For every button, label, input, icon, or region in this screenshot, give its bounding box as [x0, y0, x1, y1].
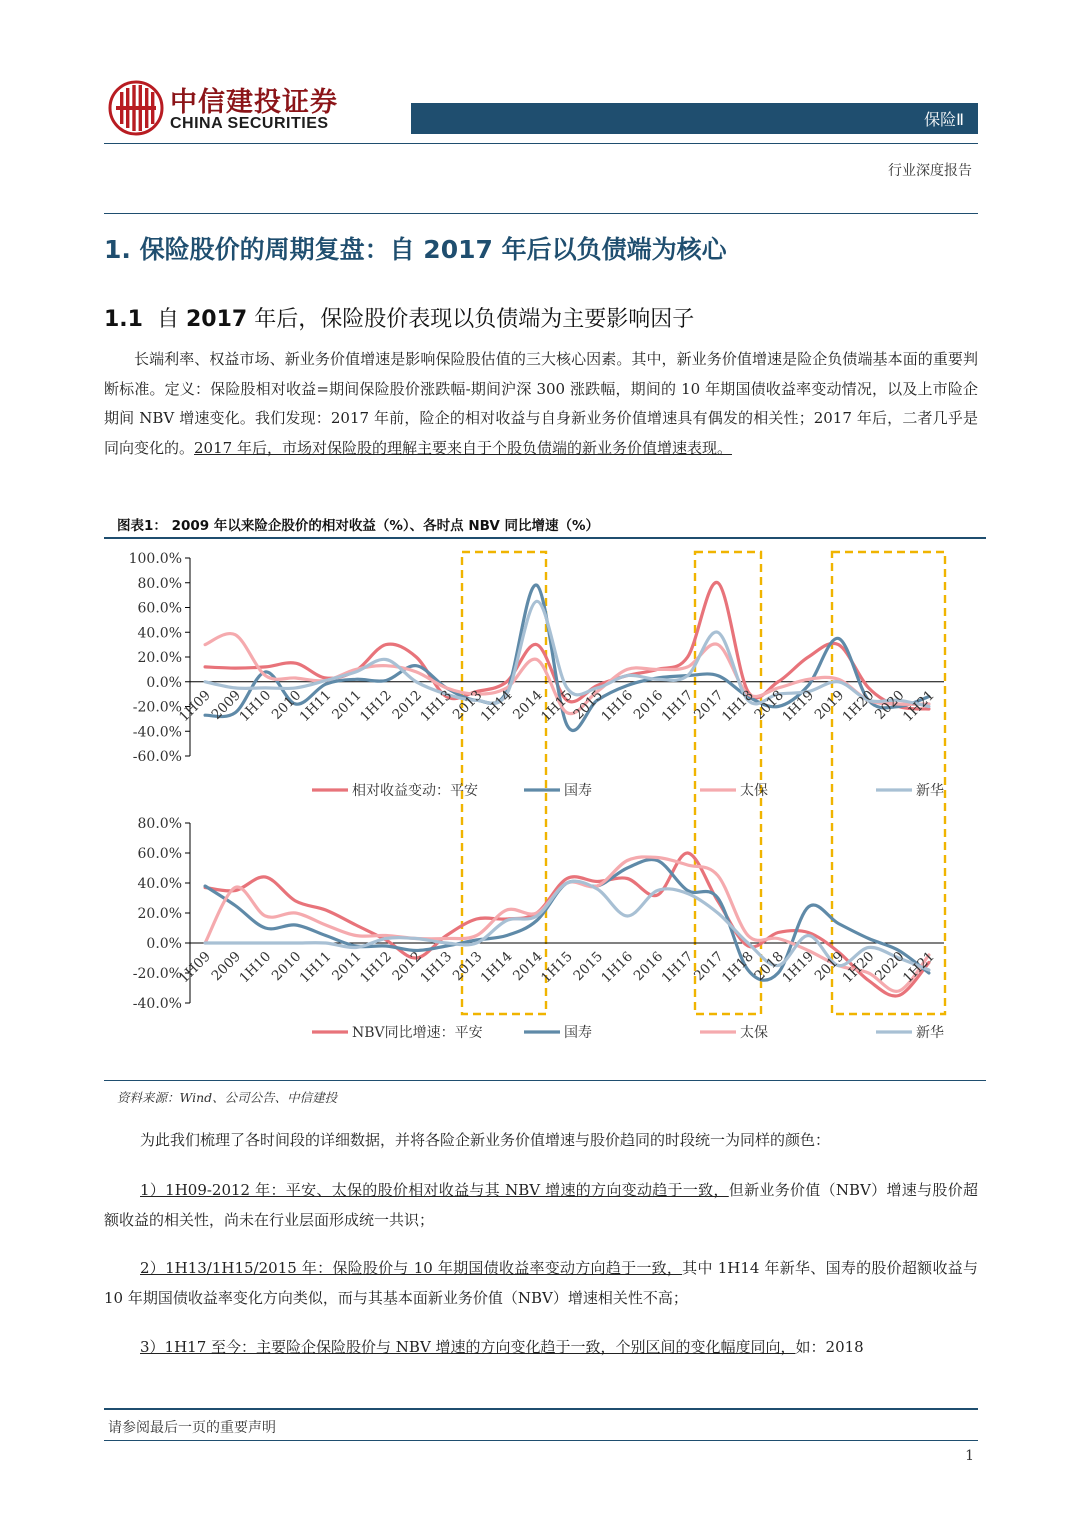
chart1-ytick-label: 60.0% [137, 600, 182, 617]
body-point-1 [104, 1176, 978, 1235]
chart2-xtick-label: 1H16 [598, 948, 637, 987]
chart1-xtick-label: 2020 [871, 687, 908, 723]
chart2-xtick-label: 2009 [208, 948, 245, 985]
chart1-ytick-label: 80.0% [137, 575, 182, 592]
chart1-xtick-label: 1H21 [899, 687, 938, 726]
chart2-legend-label: 国寿 [564, 1025, 592, 1041]
chart1-xtick-label: 2010 [268, 687, 305, 723]
report-type: 行业深度报告 [888, 163, 972, 179]
chart1-xtick-label: 2017 [691, 687, 727, 723]
chart2-ytick-label: 80.0% [137, 816, 182, 832]
chart1-legend-label: 新华 [916, 783, 944, 799]
chart1-ytick-label: -20.0% [132, 699, 182, 716]
subsection-year: 2017 [186, 307, 248, 332]
footer-rule-2 [104, 1440, 978, 1441]
charts-area [104, 540, 986, 1080]
intro-underlined: 2017 年后，市场对保险股的理解主要来自于个股负债端的新业务价值增速表现。 [194, 438, 732, 457]
chart1-xtick-label: 2009 [208, 687, 245, 723]
chart2-xtick-label: 2011 [329, 948, 365, 985]
section-title: 1. 保险股价的周期复盘：自 2017 年后以负债端为核心 [104, 235, 727, 264]
chart1-xtick-label: 2013 [449, 687, 486, 723]
chart1-xtick-label: 1H09 [176, 687, 214, 726]
point-2-underlined: 2）1H13/1H15/2015 年：保险股价与 10 年期国债收益率变动方向趋于一致， [140, 1259, 683, 1277]
chart1-xtick-label: 1H17 [658, 687, 697, 726]
footer-disclaimer: 请参阅最后一页的重要声明 [108, 1420, 276, 1436]
body-lead: 为此我们梳理了各时间段的详细数据，并将各险企新业务价值增速与股价趋同的时段统一为同样的颜色： [140, 1131, 831, 1149]
body-point-3 [104, 1333, 978, 1363]
subsection-num: 1.1 [104, 307, 143, 332]
point-1-underlined: 1）1H09-2012 年：平安、太保的股价相对收益与其 NBV 增速的方向变动趋于一致， [140, 1181, 729, 1199]
chart2-ytick-label: -40.0% [132, 996, 182, 1012]
chart1-xtick-label: 2014 [510, 687, 546, 723]
body-point-2 [104, 1254, 978, 1313]
point-1-rest: 但新业务价值（NBV）增速与股价超额收益的相关性，尚未在行业层面形成统一共识； [104, 1181, 978, 1229]
figure-top-rule [104, 537, 986, 539]
chart2-legend-label: 新华 [916, 1025, 944, 1041]
figure-title: 图表1： 2009 年以来险企股价的相对收益（%）、各时点 NBV 同比增速（%） [117, 518, 600, 534]
chart1-ytick-label: -60.0% [132, 749, 182, 765]
chart2-xtick-label: 2015 [570, 948, 606, 985]
chart2-xtick-label: 1H13 [417, 948, 456, 987]
chart1-xtick-label: 2015 [570, 687, 606, 723]
chart1-ytick-label: -40.0% [132, 724, 182, 741]
page-number: 1 [965, 1448, 974, 1464]
chart1-xtick-label: 2018 [751, 687, 787, 723]
company-name-en: CHINA SECURITIES [170, 115, 329, 132]
chart1-ytick-label: 0.0% [146, 674, 182, 691]
chart2-ytick-label: 60.0% [137, 846, 182, 862]
chart1-xtick-label: 1H18 [718, 687, 757, 726]
chart2-xtick-label: 1H19 [779, 948, 818, 987]
chart2-legend-label: 太保 [740, 1025, 768, 1041]
chart1-xtick-label: 1H16 [598, 687, 637, 726]
chart2-ytick-label: 20.0% [137, 906, 182, 922]
chart2-xtick-label: 1H10 [236, 948, 275, 987]
subsection-title [104, 302, 694, 333]
chart1-xtick-label: 1H12 [357, 687, 395, 726]
chart1-ytick-label: 20.0% [137, 650, 182, 666]
chart2-xtick-label: 1H21 [899, 948, 938, 987]
chart2-xtick-label: 1H14 [477, 948, 516, 987]
chart2-xtick-label: 2017 [691, 948, 727, 985]
chart2-xtick-label: 2014 [510, 948, 546, 985]
chart2-xtick-label: 2013 [449, 948, 486, 985]
footer-rule [104, 1408, 978, 1410]
chart2-xtick-label: 1H18 [718, 948, 757, 987]
figure-source: 资料来源：Wind、公司公告、中信建投 [117, 1090, 338, 1105]
chart1-xtick-label: 1H15 [537, 687, 576, 726]
chart1-legend-label: 太保 [740, 783, 768, 799]
chart2-legend-label: NBV同比增速：平安 [352, 1025, 483, 1041]
chart2-xtick-label: 1H20 [839, 948, 878, 987]
chart1-xtick-label: 2012 [389, 687, 426, 723]
chart1-xtick-label: 1H10 [236, 687, 275, 726]
chart1-legend-label: 国寿 [564, 783, 592, 799]
point-2-rest: 其中 1H14 年新华、国寿的股价超额收益与 10 年期国债收益率变化方向类似，而与其基本面新业务价值（NBV）增速相关性不高； [104, 1259, 978, 1307]
chart2-xtick-label: 2012 [389, 948, 426, 985]
chart1-ytick-label: 100.0% [128, 551, 182, 567]
chart2-ytick-label: 40.0% [137, 876, 182, 892]
subsection-pre: 自 [156, 307, 179, 332]
chart1-xtick-label: 1H11 [296, 687, 335, 726]
chart1-xtick-label: 1H19 [779, 687, 818, 726]
intro-text: 长端利率、权益市场、新业务价值增速是影响保险股估值的三大核心因素。其中，新业务价值增速是险企负债端基本面的重要判断标准。定义：保险股相对收益=期间保险股价涨跌幅-期间沪深 300 涨跌幅，期间的 10 年期国债收益率变动情况，以及上市险企期间 NBV 增速变化。我们发现：2017 年前，险企的相对收益与自身新业务价值增速具有偶发的相关性；2017 年后，二者几乎是同向变化的。 [104, 350, 978, 457]
chart2-xtick-label: 2020 [871, 948, 908, 985]
chart2-xtick-label: 2016 [630, 948, 667, 985]
chart2-xtick-label: 1H15 [537, 948, 576, 987]
point-3-rest: 如：2018 [795, 1338, 864, 1356]
chart1-ytick-label: 40.0% [137, 625, 182, 642]
logo-emblem [108, 80, 164, 136]
chart2-xtick-label: 2018 [751, 948, 787, 985]
logo [108, 80, 164, 136]
chart1-xtick-label: 2011 [329, 687, 365, 723]
chart2-ytick-label: -20.0% [132, 966, 182, 982]
company-name-cn: 中信建投证券 [170, 87, 338, 118]
chart1-xtick-label: 2019 [811, 687, 848, 723]
chart1-xtick-label: 2016 [630, 687, 667, 723]
chart1-legend-label: 相对收益变动：平安 [352, 783, 478, 799]
point-3-underlined: 3）1H17 至今：主要险企保险股价与 NBV 增速的方向变化趋于一致，个别区间的变化幅度同向， [140, 1338, 796, 1356]
chart2-ytick-label: 0.0% [146, 936, 182, 952]
chart1-xtick-label: 1H13 [417, 687, 456, 726]
chart2-xtick-label: 2010 [268, 948, 305, 985]
figure-bottom-rule [104, 1080, 986, 1081]
intro-paragraph [104, 345, 978, 463]
chart2-xtick-label: 1H17 [658, 948, 697, 987]
chart1-xtick-label: 1H14 [477, 687, 516, 726]
sector-tag: 保险Ⅱ [924, 110, 964, 129]
chart1-xtick-label: 1H20 [839, 687, 878, 726]
header-rule-2 [104, 213, 978, 214]
chart2-xtick-label: 1H11 [296, 948, 335, 987]
chart2-xtick-label: 2019 [811, 948, 848, 985]
chart2-xtick-label: 1H12 [357, 948, 395, 987]
header-rule [104, 143, 978, 144]
sector-tag-bar [411, 103, 978, 134]
subsection-post: 年后，保险股价表现以负债端为主要影响因子 [254, 307, 695, 332]
chart2-xtick-label: 1H09 [176, 948, 214, 987]
